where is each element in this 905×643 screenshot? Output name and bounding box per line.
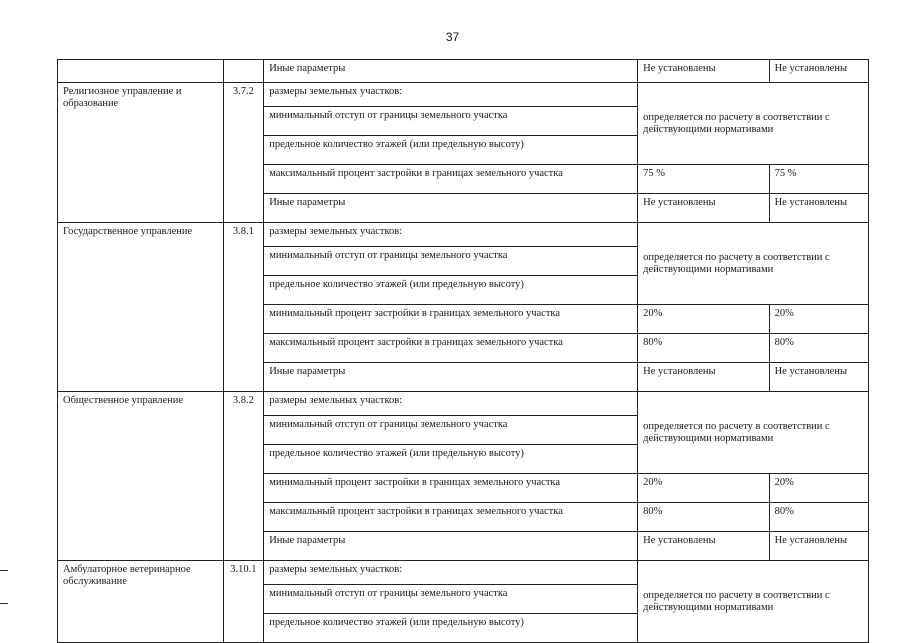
value-cell: Не установлены xyxy=(638,60,769,83)
merged-value-cell: определяется по расчету в соответствии с действующими нормативами xyxy=(638,83,869,165)
param-cell: Иные параметры xyxy=(264,60,638,83)
param-cell: предельное количество этажей (или предельную высоту) xyxy=(264,445,638,474)
page-number: 37 xyxy=(445,30,460,44)
value-cell: 20% xyxy=(638,305,769,334)
param-cell: Иные параметры xyxy=(264,194,638,223)
param-cell: Иные параметры xyxy=(264,363,638,392)
param-cell: минимальный отступ от границы земельного участка xyxy=(264,107,638,136)
zone-code-cell: 3.8.1 xyxy=(223,223,264,392)
value-cell: Не установлены xyxy=(638,363,769,392)
param-cell: размеры земельных участков: xyxy=(264,561,638,585)
param-cell: предельное количество этажей (или предельную высоту) xyxy=(264,614,638,643)
zone-name-cell: Общественное управление xyxy=(58,392,224,561)
value-cell: 20% xyxy=(769,474,868,503)
value-cell: Не установлены xyxy=(769,60,868,83)
scan-edge-mark xyxy=(0,603,8,604)
value-cell: 75 % xyxy=(769,165,868,194)
value-cell: 80% xyxy=(769,334,868,363)
table-row xyxy=(58,223,869,247)
table-row xyxy=(58,561,869,585)
param-cell: минимальный процент застройки в границах земельного участка xyxy=(264,474,638,503)
value-cell: 80% xyxy=(638,334,769,363)
zone-code-cell: 3.8.2 xyxy=(223,392,264,561)
land-use-regulations-table xyxy=(57,59,869,643)
value-cell: 75 % xyxy=(638,165,769,194)
value-cell: 80% xyxy=(638,503,769,532)
zone-name-cell: Государственное управление xyxy=(58,223,224,392)
param-cell: максимальный процент застройки в границах земельного участка xyxy=(264,165,638,194)
value-cell: 80% xyxy=(769,503,868,532)
param-cell: предельное количество этажей (или предельную высоту) xyxy=(264,136,638,165)
value-cell: Не установлены xyxy=(769,194,868,223)
param-cell: предельное количество этажей (или предельную высоту) xyxy=(264,276,638,305)
table-row xyxy=(58,392,869,416)
param-cell: размеры земельных участков: xyxy=(264,223,638,247)
param-cell: максимальный процент застройки в границах земельного участка xyxy=(264,503,638,532)
merged-value-cell: определяется по расчету в соответствии с действующими нормативами xyxy=(638,223,869,305)
value-cell: Не установлены xyxy=(638,532,769,561)
zone-code-cell xyxy=(223,60,264,83)
scan-edge-mark xyxy=(0,570,8,571)
param-cell: Иные параметры xyxy=(264,532,638,561)
zone-name-cell xyxy=(58,60,224,83)
param-cell: размеры земельных участков: xyxy=(264,392,638,416)
param-cell: минимальный отступ от границы земельного участка xyxy=(264,247,638,276)
param-cell: максимальный процент застройки в границах земельного участка xyxy=(264,334,638,363)
merged-value-cell: определяется по расчету в соответствии с действующими нормативами xyxy=(638,392,869,474)
zone-name-cell: Религиозное управление и образование xyxy=(58,83,224,223)
param-cell: минимальный процент застройки в границах земельного участка xyxy=(264,305,638,334)
value-cell: Не установлены xyxy=(769,532,868,561)
value-cell: 20% xyxy=(638,474,769,503)
zone-code-cell: 3.7.2 xyxy=(223,83,264,223)
merged-value-cell: определяется по расчету в соответствии с действующими нормативами xyxy=(638,561,869,643)
value-cell: Не установлены xyxy=(638,194,769,223)
value-cell: 20% xyxy=(769,305,868,334)
param-cell: размеры земельных участков: xyxy=(264,83,638,107)
table-row xyxy=(58,83,869,107)
zone-name-cell: Амбулаторное ветеринарное обслуживание xyxy=(58,561,224,643)
zone-code-cell: 3.10.1 xyxy=(223,561,264,643)
param-cell: минимальный отступ от границы земельного участка xyxy=(264,416,638,445)
param-cell: минимальный отступ от границы земельного участка xyxy=(264,585,638,614)
value-cell: Не установлены xyxy=(769,363,868,392)
table-row xyxy=(58,60,869,83)
